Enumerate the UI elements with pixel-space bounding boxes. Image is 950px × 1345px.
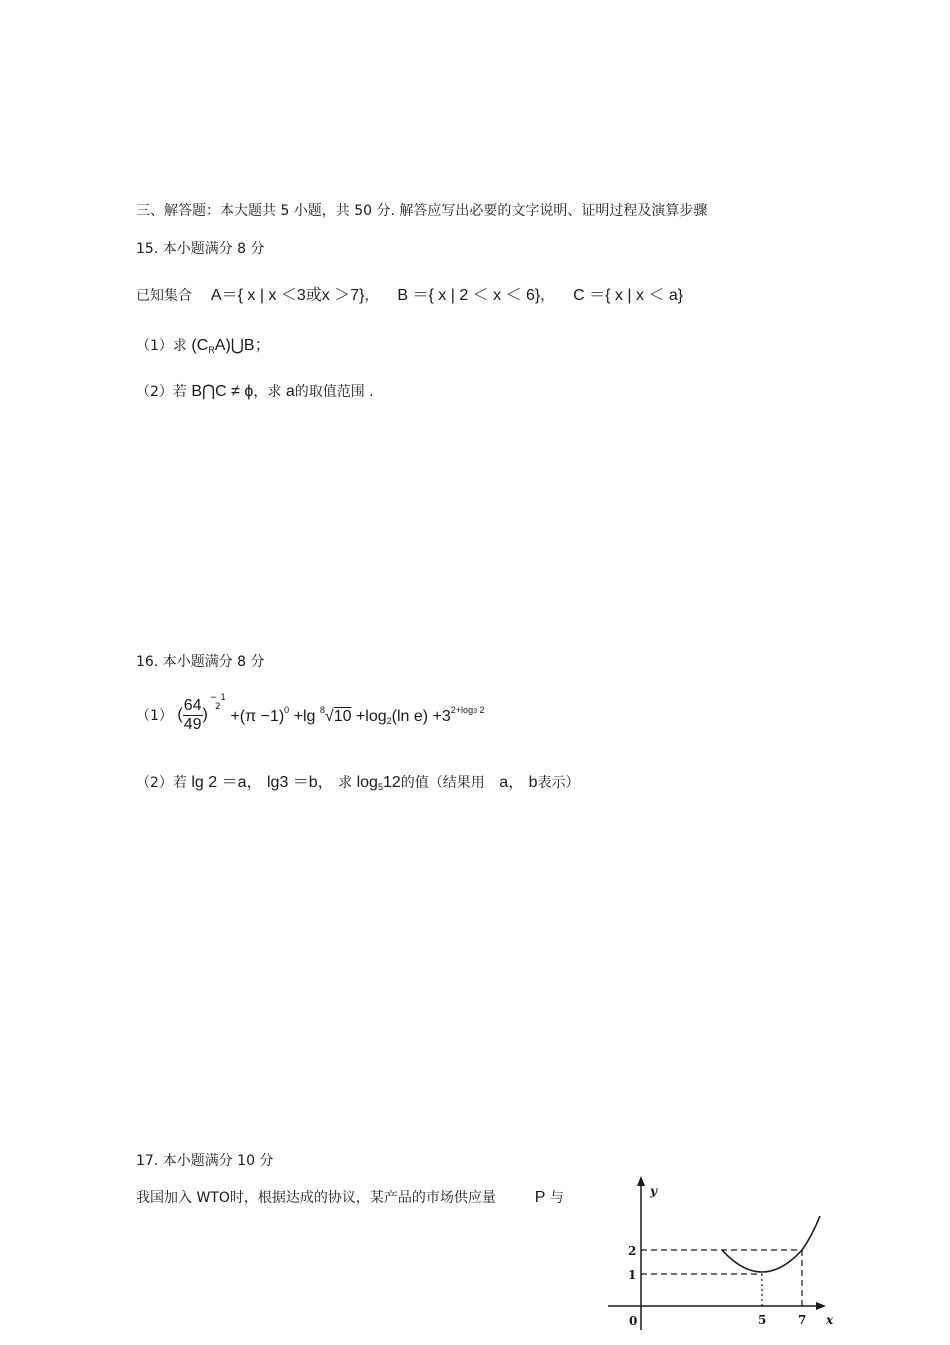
q15-part2: （2）若 B⋂C ≠ ϕ，求 a的取值范围 .: [136, 383, 374, 400]
supply-curve-graph: [600, 1170, 850, 1345]
q15-intro: 已知集合: [136, 288, 192, 304]
fraction-64-49: $\frac{64}{49}$: [183, 696, 202, 733]
x-axis-arrow: [816, 1302, 826, 1310]
q15-p2-label: （2）若: [136, 384, 187, 400]
section-header: 三、解答题：本大题共 5 小题，共 50 分. 解答应写出必要的文字说明、证明过程及演算步骤: [136, 203, 708, 219]
set-b: B ＝{ x | 2 ＜ x ＜ 6}: [397, 287, 541, 304]
set-c: C ＝{ x | x ＜ a}: [573, 287, 684, 304]
q15-p1-label: （1）求: [136, 338, 187, 354]
exponent-neg-half: − 1 2: [209, 693, 226, 712]
y-axis-arrow: [637, 1176, 645, 1186]
q17-heading: 17. 本小题满分 10 分: [136, 1153, 274, 1169]
q16-part1: （1） ( $\frac{64}{49}$ ) − 1 2 $+(\pi -1)^0 +\lg$ $^8√10 +\log_2(\ln$ $e) +3^{2+log3 2}$: [136, 693, 485, 733]
axis-label-x: x: [826, 1313, 834, 1327]
origin-label: 0: [629, 1314, 638, 1328]
q15-p2-var: a: [285, 383, 295, 400]
q15-p2-expr: B⋂C ≠ ϕ: [191, 383, 254, 400]
tick-label-x5: 5: [758, 1313, 767, 1327]
q15-sets: 已知集合 A＝{ x | x ＜3或x ＞7}， B ＝{ x | 2 ＜ x ＜ 6}， C ＝{ x | x ＜ a}: [136, 287, 684, 304]
supply-curve: [722, 1216, 820, 1272]
q17-var-p: P: [534, 1189, 546, 1206]
q15-p1-expr: $(C_RA)⋃B$；: [191, 337, 271, 355]
set-a: A＝{ x | x ＜3或x ＞7}: [210, 287, 365, 304]
q16-p1-label: （1）: [136, 708, 173, 724]
q17-text: 我国加入 WTO时，根据达成的协议，某产品的市场供应量 P 与: [136, 1189, 564, 1206]
q15-heading: 15. 本小题满分 8 分: [136, 241, 265, 257]
log5-12: $\log_512$: [356, 774, 401, 792]
tick-label-y2: 2: [628, 1244, 637, 1258]
tick-label-y1: 1: [628, 1268, 637, 1282]
tick-label-x7: 7: [798, 1313, 807, 1327]
q15-part1: [136, 332, 271, 355]
q16-heading: 16. 本小题满分 8 分: [136, 654, 265, 670]
q16-part2: （2）若 lg 2 ＝a， lg3 ＝b， 求 $\log_512$的值（结果用 a， b表示）: [136, 774, 580, 792]
q16-p2-label: （2）若: [136, 775, 187, 791]
axis-label-y: y: [650, 1184, 657, 1198]
